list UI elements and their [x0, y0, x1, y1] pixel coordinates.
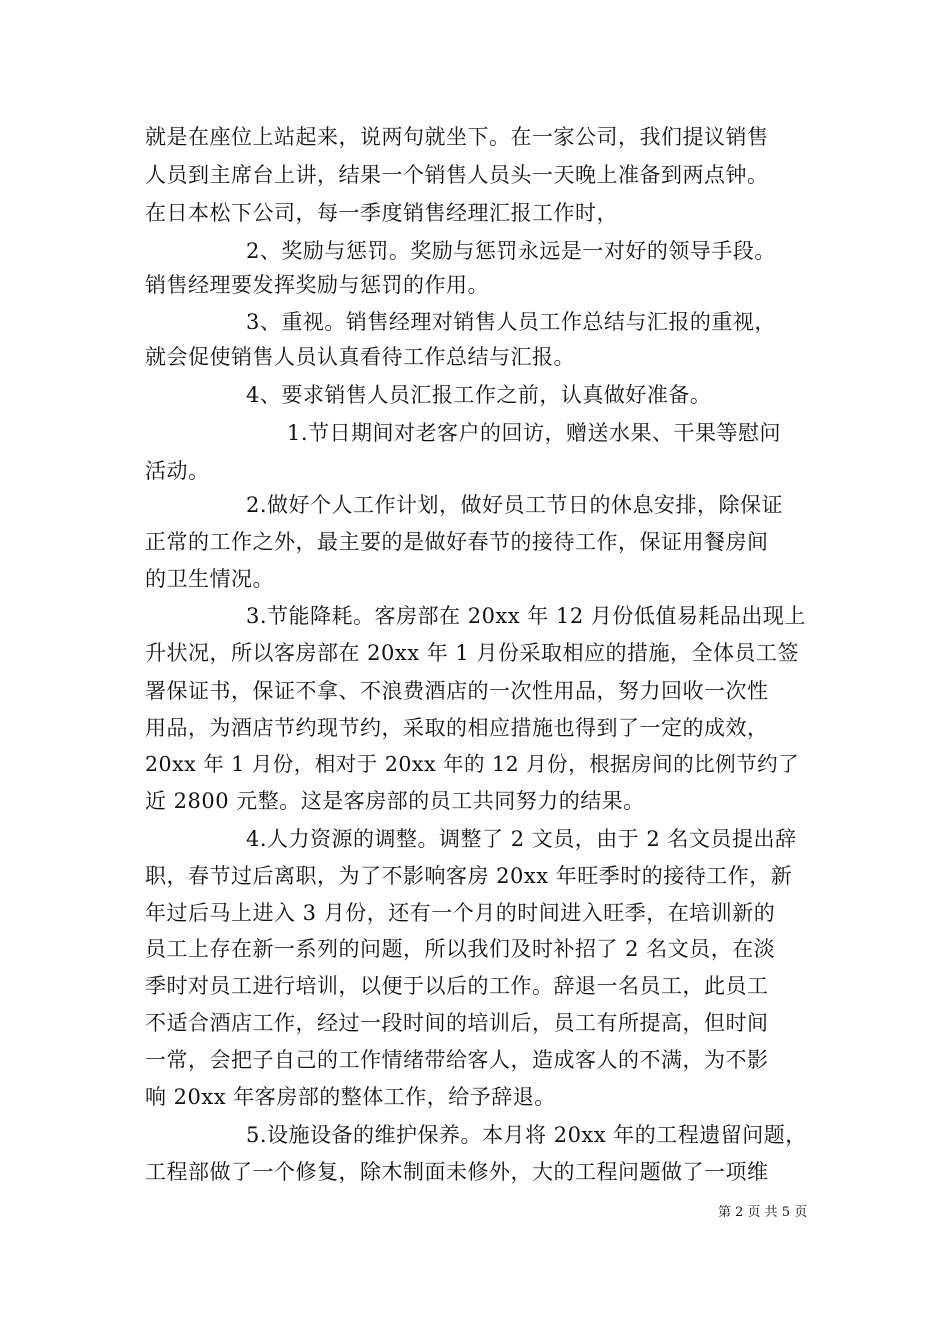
text-line: 4.人力资源的调整。调整了 2 文员，由于 2 名文员提出辞 [246, 827, 797, 851]
text-line: 升状况，所以客房部在 20xx 年 1 月份采取相应的措施，全体员工签 [145, 641, 799, 665]
text-line: 2、奖励与惩罚。奖励与惩罚永远是一对好的领导手段。 [246, 239, 776, 263]
text-line: 不适合酒店工作，经过一段时间的培训后，员工有所提高，但时间 [145, 1011, 769, 1035]
text-line: 3.节能降耗。客房部在 20xx 年 12 月份低值易耗品出现上 [246, 604, 806, 628]
text-line: 的卫生情况。 [145, 567, 274, 591]
text-line: 季时对员工进行培训，以便于以后的工作。辞退一名员工，此员工 [145, 974, 769, 998]
text-line: 近 2800 元整。这是客房部的员工共同努力的结果。 [145, 789, 645, 813]
text-line: 一常，会把子自己的工作情绪带给客人，造成客人的不满，为不影 [145, 1048, 769, 1072]
text-line: 就会促使销售人员认真看待工作总结与汇报。 [145, 345, 575, 369]
text-line: 2.做好个人工作计划，做好员工节日的休息安排，除保证 [246, 493, 784, 517]
text-line: 1.节日期间对老客户的回访，赠送水果、干果等慰问 [287, 421, 782, 445]
text-line: 5.设施设备的维护保养。本月将 20xx 年的工程遗留问题， [246, 1123, 807, 1147]
text-line: 活动。 [145, 459, 210, 483]
text-line: 署保证书，保证不拿、不浪费酒店的一次性用品，努力回收一次性 [145, 679, 769, 703]
text-line: 响 20xx 年客房部的整体工作，给予辞退。 [145, 1085, 556, 1109]
text-line: 人员到主席台上讲，结果一个销售人员头一天晚上准备到两点钟。 [145, 163, 769, 187]
page-number: 第 2 页 共 5 页 [718, 1205, 808, 1220]
text-line: 年过后马上进入 3 月份，还有一个月的时间进入旺季，在培训新的 [145, 901, 776, 925]
text-line: 职，春节过后离职，为了不影响客房 20xx 年旺季时的接待工作，新 [145, 864, 793, 888]
text-line: 3、重视。销售经理对销售人员工作总结与汇报的重视， [246, 310, 776, 334]
text-line: 20xx 年 1 月份，相对于 20xx 年的 12 月份，根据房间的比例节约了 [145, 752, 800, 776]
text-line: 在日本松下公司，每一季度销售经理汇报工作时， [145, 201, 618, 225]
text-line: 4、要求销售人员汇报工作之前，认真做好准备。 [246, 383, 712, 407]
text-line: 工程部做了一个修复，除木制面未修外，大的工程问题做了一项维 [145, 1160, 769, 1184]
text-line: 销售经理要发挥奖励与惩罚的作用。 [145, 273, 489, 297]
text-line: 员工上存在新一系列的问题，所以我们及时补招了 2 名文员，在淡 [145, 937, 776, 961]
text-line: 用品，为酒店节约现节约，采取的相应措施也得到了一定的成效， [145, 716, 769, 740]
text-line: 就是在座位上站起来，说两句就坐下。在一家公司，我们提议销售 [145, 125, 769, 149]
text-line: 正常的工作之外，最主要的是做好春节的接待工作，保证用餐房间 [145, 530, 769, 554]
